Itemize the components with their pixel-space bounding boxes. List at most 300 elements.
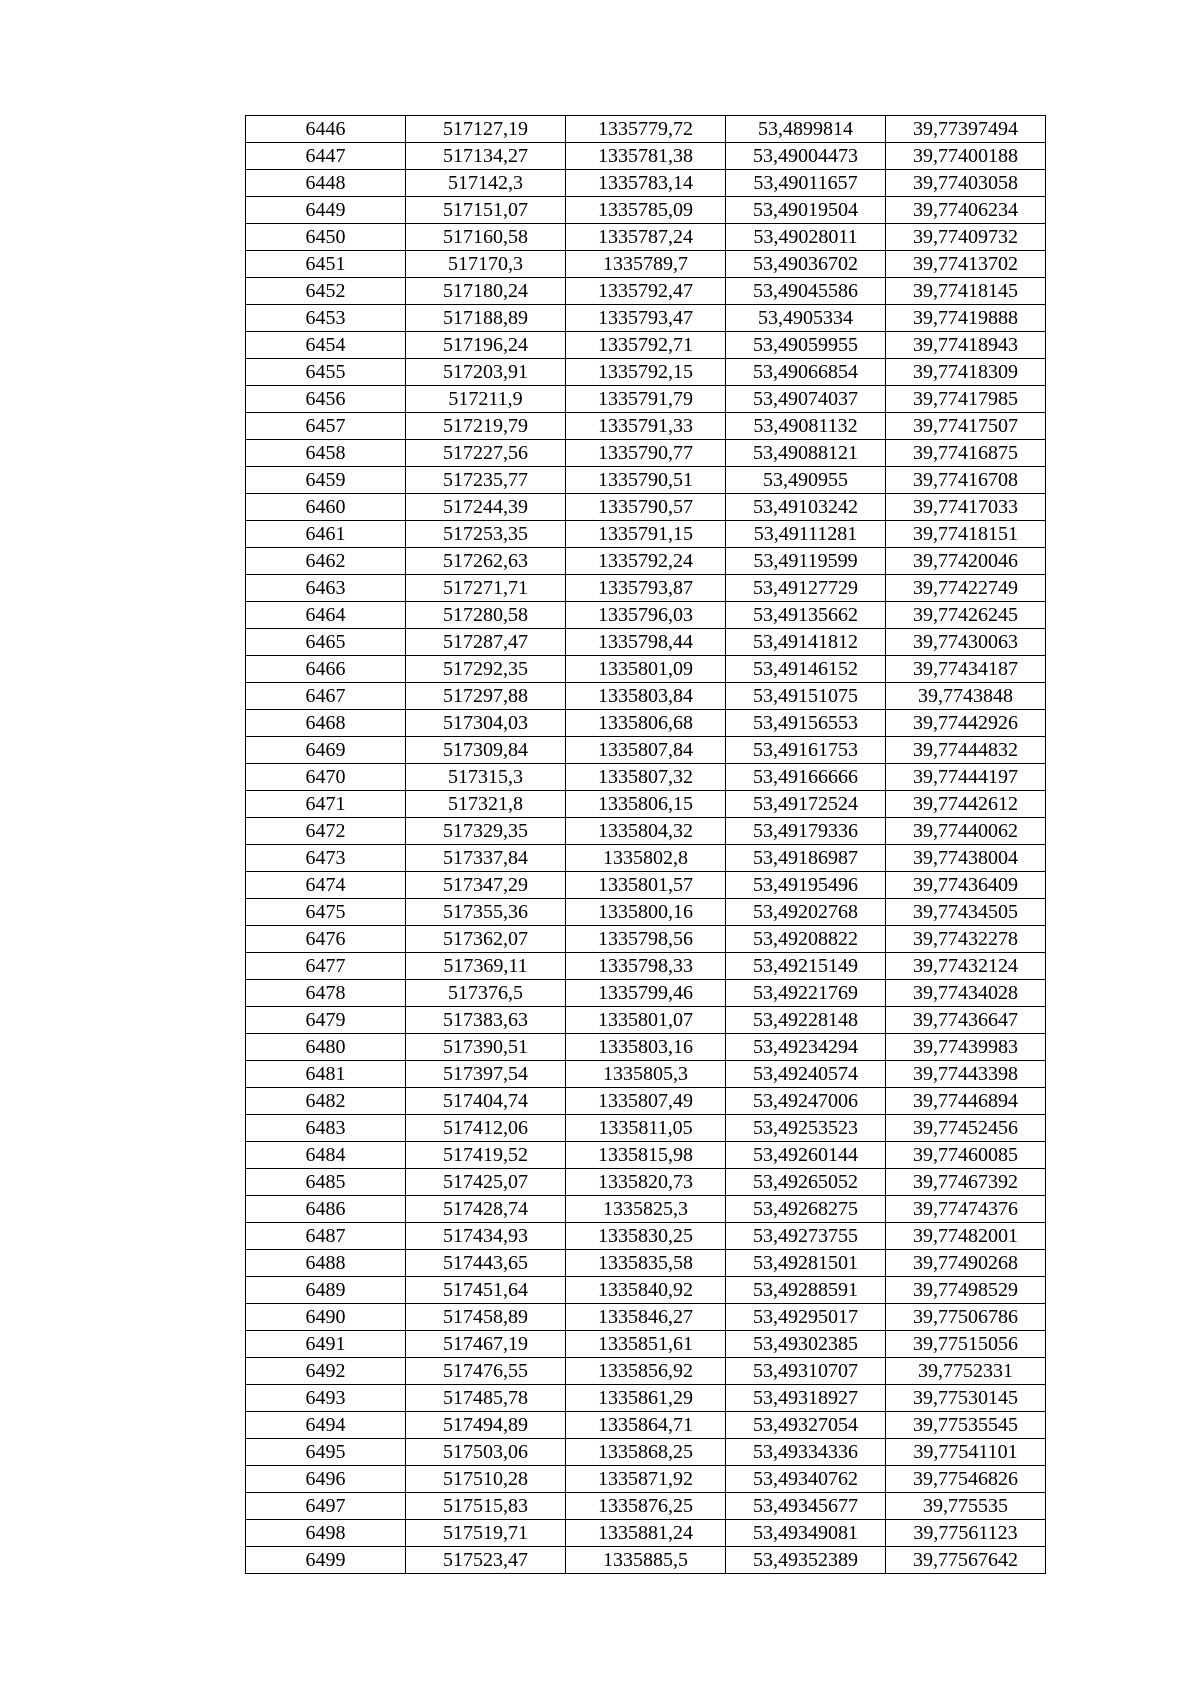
- y-coordinate-cell: 1335790,77: [566, 440, 726, 467]
- y-coordinate-cell: 1335793,87: [566, 575, 726, 602]
- longitude-cell: 39,77400188: [886, 143, 1046, 170]
- table-row: [246, 1088, 1046, 1115]
- x-coordinate-cell: 517337,84: [406, 845, 566, 872]
- longitude-cell: 39,77444832: [886, 737, 1046, 764]
- table-row: [246, 926, 1046, 953]
- point-number-cell: 6469: [246, 737, 406, 764]
- y-coordinate-cell: 1335787,24: [566, 224, 726, 251]
- point-number-cell: 6479: [246, 1007, 406, 1034]
- longitude-cell: 39,77434187: [886, 656, 1046, 683]
- point-number-cell: 6449: [246, 197, 406, 224]
- longitude-cell: 39,77417033: [886, 494, 1046, 521]
- y-coordinate-cell: 1335798,56: [566, 926, 726, 953]
- longitude-cell: 39,77406234: [886, 197, 1046, 224]
- point-number-cell: 6477: [246, 953, 406, 980]
- table-row: [246, 872, 1046, 899]
- latitude-cell: 53,49228148: [726, 1007, 886, 1034]
- point-number-cell: 6474: [246, 872, 406, 899]
- latitude-cell: 53,4905334: [726, 305, 886, 332]
- y-coordinate-cell: 1335835,58: [566, 1250, 726, 1277]
- x-coordinate-cell: 517485,78: [406, 1385, 566, 1412]
- table-row: [246, 1304, 1046, 1331]
- longitude-cell: 39,77482001: [886, 1223, 1046, 1250]
- x-coordinate-cell: 517425,07: [406, 1169, 566, 1196]
- latitude-cell: 53,490955: [726, 467, 886, 494]
- x-coordinate-cell: 517451,64: [406, 1277, 566, 1304]
- x-coordinate-cell: 517476,55: [406, 1358, 566, 1385]
- y-coordinate-cell: 1335811,05: [566, 1115, 726, 1142]
- longitude-cell: 39,77409732: [886, 224, 1046, 251]
- longitude-cell: 39,77403058: [886, 170, 1046, 197]
- point-number-cell: 6491: [246, 1331, 406, 1358]
- latitude-cell: 53,49074037: [726, 386, 886, 413]
- latitude-cell: 53,49166666: [726, 764, 886, 791]
- point-number-cell: 6480: [246, 1034, 406, 1061]
- table-row: [246, 467, 1046, 494]
- point-number-cell: 6462: [246, 548, 406, 575]
- table-row: [246, 980, 1046, 1007]
- point-number-cell: 6478: [246, 980, 406, 1007]
- longitude-cell: 39,77506786: [886, 1304, 1046, 1331]
- latitude-cell: 53,49327054: [726, 1412, 886, 1439]
- latitude-cell: 53,49141812: [726, 629, 886, 656]
- y-coordinate-cell: 1335840,92: [566, 1277, 726, 1304]
- latitude-cell: 53,49186987: [726, 845, 886, 872]
- table-row: [246, 521, 1046, 548]
- y-coordinate-cell: 1335801,09: [566, 656, 726, 683]
- table-row: [246, 1142, 1046, 1169]
- y-coordinate-cell: 1335796,03: [566, 602, 726, 629]
- latitude-cell: 53,49310707: [726, 1358, 886, 1385]
- table-row: [246, 386, 1046, 413]
- x-coordinate-cell: 517510,28: [406, 1466, 566, 1493]
- table-row: [246, 656, 1046, 683]
- latitude-cell: 53,49059955: [726, 332, 886, 359]
- point-number-cell: 6485: [246, 1169, 406, 1196]
- table-row: [246, 602, 1046, 629]
- table-row: [246, 629, 1046, 656]
- point-number-cell: 6458: [246, 440, 406, 467]
- latitude-cell: 53,49066854: [726, 359, 886, 386]
- longitude-cell: 39,77452456: [886, 1115, 1046, 1142]
- point-number-cell: 6499: [246, 1547, 406, 1574]
- longitude-cell: 39,77498529: [886, 1277, 1046, 1304]
- y-coordinate-cell: 1335792,71: [566, 332, 726, 359]
- longitude-cell: 39,7743848: [886, 683, 1046, 710]
- point-number-cell: 6446: [246, 116, 406, 143]
- longitude-cell: 39,77430063: [886, 629, 1046, 656]
- point-number-cell: 6461: [246, 521, 406, 548]
- longitude-cell: 39,77422749: [886, 575, 1046, 602]
- table-row: [246, 359, 1046, 386]
- point-number-cell: 6486: [246, 1196, 406, 1223]
- longitude-cell: 39,77417985: [886, 386, 1046, 413]
- y-coordinate-cell: 1335807,32: [566, 764, 726, 791]
- latitude-cell: 53,49352389: [726, 1547, 886, 1574]
- point-number-cell: 6460: [246, 494, 406, 521]
- longitude-cell: 39,77541101: [886, 1439, 1046, 1466]
- point-number-cell: 6453: [246, 305, 406, 332]
- point-number-cell: 6448: [246, 170, 406, 197]
- longitude-cell: 39,77426245: [886, 602, 1046, 629]
- longitude-cell: 39,77432124: [886, 953, 1046, 980]
- x-coordinate-cell: 517434,93: [406, 1223, 566, 1250]
- x-coordinate-cell: 517355,36: [406, 899, 566, 926]
- longitude-cell: 39,77436409: [886, 872, 1046, 899]
- point-number-cell: 6463: [246, 575, 406, 602]
- point-number-cell: 6489: [246, 1277, 406, 1304]
- x-coordinate-cell: 517347,29: [406, 872, 566, 899]
- y-coordinate-cell: 1335798,33: [566, 953, 726, 980]
- longitude-cell: 39,775535: [886, 1493, 1046, 1520]
- longitude-cell: 39,77546826: [886, 1466, 1046, 1493]
- latitude-cell: 53,49088121: [726, 440, 886, 467]
- table-row: [246, 494, 1046, 521]
- longitude-cell: 39,77443398: [886, 1061, 1046, 1088]
- x-coordinate-cell: 517134,27: [406, 143, 566, 170]
- y-coordinate-cell: 1335792,24: [566, 548, 726, 575]
- x-coordinate-cell: 517390,51: [406, 1034, 566, 1061]
- latitude-cell: 53,49340762: [726, 1466, 886, 1493]
- y-coordinate-cell: 1335876,25: [566, 1493, 726, 1520]
- x-coordinate-cell: 517329,35: [406, 818, 566, 845]
- y-coordinate-cell: 1335781,38: [566, 143, 726, 170]
- x-coordinate-cell: 517428,74: [406, 1196, 566, 1223]
- y-coordinate-cell: 1335846,27: [566, 1304, 726, 1331]
- point-number-cell: 6456: [246, 386, 406, 413]
- table-row: [246, 170, 1046, 197]
- longitude-cell: 39,77535545: [886, 1412, 1046, 1439]
- point-number-cell: 6484: [246, 1142, 406, 1169]
- point-number-cell: 6481: [246, 1061, 406, 1088]
- point-number-cell: 6483: [246, 1115, 406, 1142]
- y-coordinate-cell: 1335791,33: [566, 413, 726, 440]
- y-coordinate-cell: 1335783,14: [566, 170, 726, 197]
- y-coordinate-cell: 1335791,79: [566, 386, 726, 413]
- x-coordinate-cell: 517271,71: [406, 575, 566, 602]
- point-number-cell: 6465: [246, 629, 406, 656]
- latitude-cell: 53,49260144: [726, 1142, 886, 1169]
- longitude-cell: 39,77442612: [886, 791, 1046, 818]
- table-row: [246, 1277, 1046, 1304]
- table-row: [246, 143, 1046, 170]
- y-coordinate-cell: 1335790,57: [566, 494, 726, 521]
- x-coordinate-cell: 517404,74: [406, 1088, 566, 1115]
- table-row: [246, 1358, 1046, 1385]
- longitude-cell: 39,77418309: [886, 359, 1046, 386]
- longitude-cell: 39,77561123: [886, 1520, 1046, 1547]
- table-row: [246, 791, 1046, 818]
- latitude-cell: 53,49151075: [726, 683, 886, 710]
- latitude-cell: 53,49288591: [726, 1277, 886, 1304]
- point-number-cell: 6490: [246, 1304, 406, 1331]
- x-coordinate-cell: 517142,3: [406, 170, 566, 197]
- table-row: [246, 1493, 1046, 1520]
- longitude-cell: 39,77418145: [886, 278, 1046, 305]
- longitude-cell: 39,77416708: [886, 467, 1046, 494]
- x-coordinate-cell: 517170,3: [406, 251, 566, 278]
- latitude-cell: 53,49295017: [726, 1304, 886, 1331]
- table-row: [246, 1061, 1046, 1088]
- point-number-cell: 6473: [246, 845, 406, 872]
- point-number-cell: 6467: [246, 683, 406, 710]
- x-coordinate-cell: 517443,65: [406, 1250, 566, 1277]
- point-number-cell: 6457: [246, 413, 406, 440]
- table-row: [246, 818, 1046, 845]
- y-coordinate-cell: 1335864,71: [566, 1412, 726, 1439]
- table-row: [246, 440, 1046, 467]
- longitude-cell: 39,77413702: [886, 251, 1046, 278]
- table-row: [246, 1034, 1046, 1061]
- longitude-cell: 39,7752331: [886, 1358, 1046, 1385]
- y-coordinate-cell: 1335791,15: [566, 521, 726, 548]
- latitude-cell: 53,49240574: [726, 1061, 886, 1088]
- point-number-cell: 6495: [246, 1439, 406, 1466]
- table-row: [246, 1466, 1046, 1493]
- longitude-cell: 39,77418151: [886, 521, 1046, 548]
- table-row: [246, 251, 1046, 278]
- x-coordinate-cell: 517494,89: [406, 1412, 566, 1439]
- latitude-cell: 53,49081132: [726, 413, 886, 440]
- longitude-cell: 39,77418943: [886, 332, 1046, 359]
- x-coordinate-cell: 517383,63: [406, 1007, 566, 1034]
- x-coordinate-cell: 517419,52: [406, 1142, 566, 1169]
- x-coordinate-cell: 517458,89: [406, 1304, 566, 1331]
- x-coordinate-cell: 517467,19: [406, 1331, 566, 1358]
- longitude-cell: 39,77446894: [886, 1088, 1046, 1115]
- latitude-cell: 53,49179336: [726, 818, 886, 845]
- table-row: [246, 1115, 1046, 1142]
- coordinates-table: [245, 115, 1046, 1574]
- y-coordinate-cell: 1335830,25: [566, 1223, 726, 1250]
- x-coordinate-cell: 517503,06: [406, 1439, 566, 1466]
- y-coordinate-cell: 1335800,16: [566, 899, 726, 926]
- table-row: [246, 1223, 1046, 1250]
- latitude-cell: 53,49028011: [726, 224, 886, 251]
- point-number-cell: 6454: [246, 332, 406, 359]
- table-row: [246, 197, 1046, 224]
- latitude-cell: 53,4899814: [726, 116, 886, 143]
- x-coordinate-cell: 517309,84: [406, 737, 566, 764]
- latitude-cell: 53,49045586: [726, 278, 886, 305]
- table-row: [246, 764, 1046, 791]
- longitude-cell: 39,77474376: [886, 1196, 1046, 1223]
- longitude-cell: 39,77530145: [886, 1385, 1046, 1412]
- longitude-cell: 39,77438004: [886, 845, 1046, 872]
- latitude-cell: 53,49302385: [726, 1331, 886, 1358]
- latitude-cell: 53,49161753: [726, 737, 886, 764]
- table-row: [246, 953, 1046, 980]
- x-coordinate-cell: 517227,56: [406, 440, 566, 467]
- point-number-cell: 6451: [246, 251, 406, 278]
- y-coordinate-cell: 1335820,73: [566, 1169, 726, 1196]
- point-number-cell: 6472: [246, 818, 406, 845]
- latitude-cell: 53,49247006: [726, 1088, 886, 1115]
- y-coordinate-cell: 1335803,84: [566, 683, 726, 710]
- x-coordinate-cell: 517523,47: [406, 1547, 566, 1574]
- y-coordinate-cell: 1335851,61: [566, 1331, 726, 1358]
- x-coordinate-cell: 517519,71: [406, 1520, 566, 1547]
- point-number-cell: 6475: [246, 899, 406, 926]
- longitude-cell: 39,77434505: [886, 899, 1046, 926]
- latitude-cell: 53,49004473: [726, 143, 886, 170]
- table-row: [246, 116, 1046, 143]
- x-coordinate-cell: 517304,03: [406, 710, 566, 737]
- longitude-cell: 39,77442926: [886, 710, 1046, 737]
- latitude-cell: 53,49234294: [726, 1034, 886, 1061]
- latitude-cell: 53,49036702: [726, 251, 886, 278]
- y-coordinate-cell: 1335798,44: [566, 629, 726, 656]
- latitude-cell: 53,49215149: [726, 953, 886, 980]
- point-number-cell: 6494: [246, 1412, 406, 1439]
- y-coordinate-cell: 1335789,7: [566, 251, 726, 278]
- latitude-cell: 53,49265052: [726, 1169, 886, 1196]
- table-row: [246, 1385, 1046, 1412]
- x-coordinate-cell: 517235,77: [406, 467, 566, 494]
- latitude-cell: 53,49318927: [726, 1385, 886, 1412]
- y-coordinate-cell: 1335871,92: [566, 1466, 726, 1493]
- x-coordinate-cell: 517297,88: [406, 683, 566, 710]
- x-coordinate-cell: 517203,91: [406, 359, 566, 386]
- longitude-cell: 39,77444197: [886, 764, 1046, 791]
- x-coordinate-cell: 517397,54: [406, 1061, 566, 1088]
- x-coordinate-cell: 517280,58: [406, 602, 566, 629]
- table-row: [246, 1007, 1046, 1034]
- y-coordinate-cell: 1335793,47: [566, 305, 726, 332]
- latitude-cell: 53,49202768: [726, 899, 886, 926]
- table-row: [246, 710, 1046, 737]
- table-row: [246, 1520, 1046, 1547]
- longitude-cell: 39,77515056: [886, 1331, 1046, 1358]
- x-coordinate-cell: 517244,39: [406, 494, 566, 521]
- latitude-cell: 53,49345677: [726, 1493, 886, 1520]
- table-row: [246, 1412, 1046, 1439]
- table-row: [246, 332, 1046, 359]
- longitude-cell: 39,77460085: [886, 1142, 1046, 1169]
- x-coordinate-cell: 517376,5: [406, 980, 566, 1007]
- y-coordinate-cell: 1335815,98: [566, 1142, 726, 1169]
- y-coordinate-cell: 1335801,57: [566, 872, 726, 899]
- y-coordinate-cell: 1335785,09: [566, 197, 726, 224]
- x-coordinate-cell: 517321,8: [406, 791, 566, 818]
- longitude-cell: 39,77419888: [886, 305, 1046, 332]
- y-coordinate-cell: 1335825,3: [566, 1196, 726, 1223]
- x-coordinate-cell: 517262,63: [406, 548, 566, 575]
- y-coordinate-cell: 1335885,5: [566, 1547, 726, 1574]
- table-row: [246, 548, 1046, 575]
- y-coordinate-cell: 1335790,51: [566, 467, 726, 494]
- longitude-cell: 39,77417507: [886, 413, 1046, 440]
- y-coordinate-cell: 1335881,24: [566, 1520, 726, 1547]
- x-coordinate-cell: 517315,3: [406, 764, 566, 791]
- point-number-cell: 6471: [246, 791, 406, 818]
- x-coordinate-cell: 517412,06: [406, 1115, 566, 1142]
- latitude-cell: 53,49103242: [726, 494, 886, 521]
- y-coordinate-cell: 1335806,68: [566, 710, 726, 737]
- latitude-cell: 53,49221769: [726, 980, 886, 1007]
- table-row: [246, 1169, 1046, 1196]
- point-number-cell: 6492: [246, 1358, 406, 1385]
- point-number-cell: 6455: [246, 359, 406, 386]
- y-coordinate-cell: 1335799,46: [566, 980, 726, 1007]
- point-number-cell: 6450: [246, 224, 406, 251]
- table-row: [246, 278, 1046, 305]
- table-row: [246, 899, 1046, 926]
- longitude-cell: 39,77432278: [886, 926, 1046, 953]
- x-coordinate-cell: 517160,58: [406, 224, 566, 251]
- point-number-cell: 6452: [246, 278, 406, 305]
- latitude-cell: 53,49208822: [726, 926, 886, 953]
- point-number-cell: 6470: [246, 764, 406, 791]
- table-row: [246, 575, 1046, 602]
- latitude-cell: 53,49253523: [726, 1115, 886, 1142]
- y-coordinate-cell: 1335779,72: [566, 116, 726, 143]
- latitude-cell: 53,49172524: [726, 791, 886, 818]
- x-coordinate-cell: 517219,79: [406, 413, 566, 440]
- point-number-cell: 6447: [246, 143, 406, 170]
- x-coordinate-cell: 517362,07: [406, 926, 566, 953]
- latitude-cell: 53,49111281: [726, 521, 886, 548]
- point-number-cell: 6497: [246, 1493, 406, 1520]
- x-coordinate-cell: 517369,11: [406, 953, 566, 980]
- x-coordinate-cell: 517253,35: [406, 521, 566, 548]
- y-coordinate-cell: 1335806,15: [566, 791, 726, 818]
- longitude-cell: 39,77436647: [886, 1007, 1046, 1034]
- x-coordinate-cell: 517188,89: [406, 305, 566, 332]
- longitude-cell: 39,77420046: [886, 548, 1046, 575]
- point-number-cell: 6459: [246, 467, 406, 494]
- longitude-cell: 39,77439983: [886, 1034, 1046, 1061]
- y-coordinate-cell: 1335801,07: [566, 1007, 726, 1034]
- point-number-cell: 6496: [246, 1466, 406, 1493]
- latitude-cell: 53,49334336: [726, 1439, 886, 1466]
- table-row: [246, 1331, 1046, 1358]
- y-coordinate-cell: 1335807,84: [566, 737, 726, 764]
- x-coordinate-cell: 517180,24: [406, 278, 566, 305]
- y-coordinate-cell: 1335861,29: [566, 1385, 726, 1412]
- x-coordinate-cell: 517287,47: [406, 629, 566, 656]
- latitude-cell: 53,49281501: [726, 1250, 886, 1277]
- x-coordinate-cell: 517151,07: [406, 197, 566, 224]
- latitude-cell: 53,49268275: [726, 1196, 886, 1223]
- point-number-cell: 6493: [246, 1385, 406, 1412]
- point-number-cell: 6487: [246, 1223, 406, 1250]
- y-coordinate-cell: 1335804,32: [566, 818, 726, 845]
- latitude-cell: 53,49119599: [726, 548, 886, 575]
- longitude-cell: 39,77490268: [886, 1250, 1046, 1277]
- point-number-cell: 6466: [246, 656, 406, 683]
- point-number-cell: 6476: [246, 926, 406, 953]
- latitude-cell: 53,49273755: [726, 1223, 886, 1250]
- table-row: [246, 1196, 1046, 1223]
- table-body: [246, 116, 1046, 1574]
- longitude-cell: 39,77416875: [886, 440, 1046, 467]
- table-row: [246, 224, 1046, 251]
- y-coordinate-cell: 1335805,3: [566, 1061, 726, 1088]
- table-row: [246, 845, 1046, 872]
- y-coordinate-cell: 1335802,8: [566, 845, 726, 872]
- point-number-cell: 6488: [246, 1250, 406, 1277]
- latitude-cell: 53,49127729: [726, 575, 886, 602]
- table-row: [246, 737, 1046, 764]
- y-coordinate-cell: 1335792,15: [566, 359, 726, 386]
- table-row: [246, 305, 1046, 332]
- point-number-cell: 6464: [246, 602, 406, 629]
- y-coordinate-cell: 1335868,25: [566, 1439, 726, 1466]
- latitude-cell: 53,49195496: [726, 872, 886, 899]
- latitude-cell: 53,49349081: [726, 1520, 886, 1547]
- table-row: [246, 683, 1046, 710]
